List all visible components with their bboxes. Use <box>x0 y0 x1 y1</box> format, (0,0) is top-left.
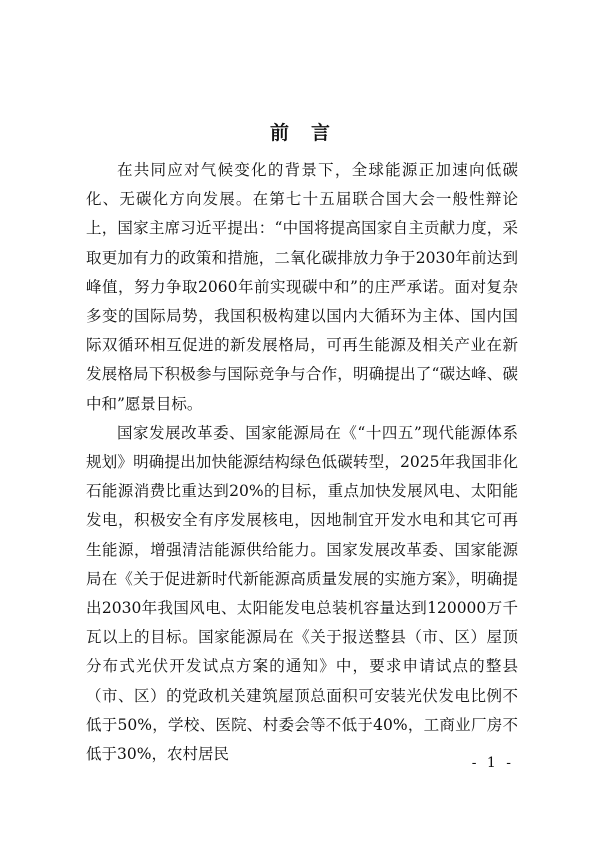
paragraph-2: 国家发展改革委、国家能源局在《“十四五”现代能源体系规划》明确提出加快能源结构绿色低碳转型，2025年我国非化石能源消费比重达到20%的目标，重点加快发展风电、太阳能发电，积极安全有序发展核电，因地制宜开发水电和其它可再生能源，增强清洁能源供给能力。国家发展改革委、国家能源局在《关于促进新时代新能源高质量发展的实施方案》，明确提出2030年我国风电、太阳能发电总装机容量达到120000万千瓦以上的目标。国家能源局在《关于报送整县（市、区）屋顶分布式光伏开发试点方案的通知》中，要求申请试点的整县（市、区）的党政机关建筑屋顶总面积可安装光伏发电比例不低于50%，学校、医院、村委会等不低于40%，工商业厂房不低于30%，农村居民 <box>86 423 518 764</box>
paragraph-1: 在共同应对气候变化的背景下，全球能源正加速向低碳化、无碳化方向发展。在第七十五届联合国大会一般性辩论上，国家主席习近平提出：“中国将提高国家自主贡献力度，采取更加有力的政策和措施，二氧化碳排放力争于2030年前达到峰值，努力争取2060年前实现碳中和”的庄严承诺。面对复杂多变的国际局势，我国积极构建以国内大循环为主体、国内国际双循环相互促进的新发展格局，可再生能源及相关产业在新发展格局下积极参与国际竞争与合作，明确提出了“碳达峰、碳中和”愿景目标。 <box>86 161 518 413</box>
page-title: 前言 <box>269 122 352 144</box>
page-number: - 1 - <box>471 755 514 771</box>
document-body <box>86 156 518 769</box>
